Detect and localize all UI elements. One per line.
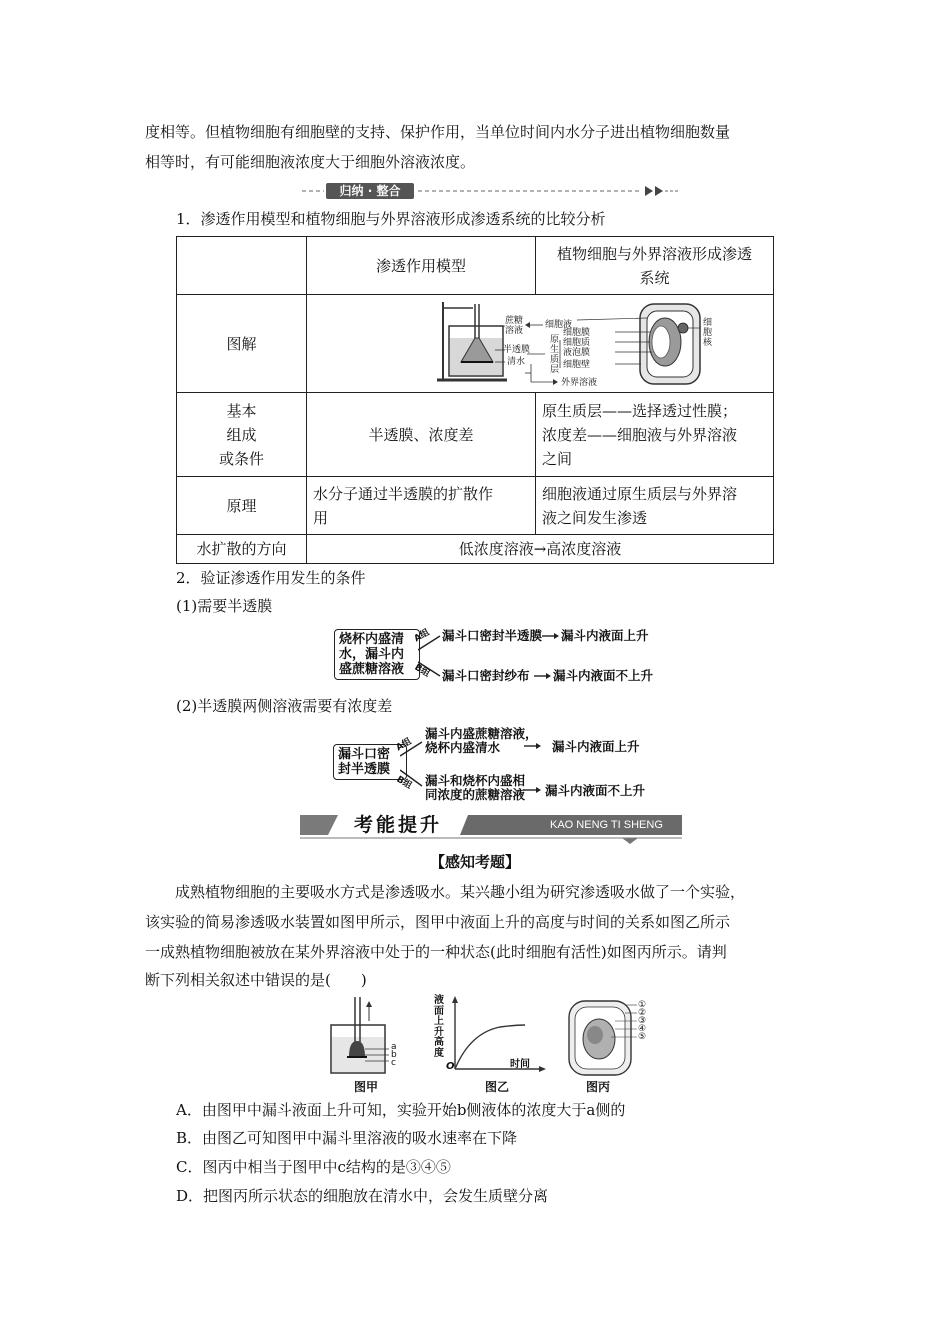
label-clear-water: 清水 — [507, 356, 526, 367]
basic-model: 半透膜、浓度差 — [307, 393, 536, 477]
banner-pinyin: KAO NENG TI SHENG — [550, 819, 663, 831]
item2-title: 2．验证渗透作用发生的条件 — [176, 569, 366, 587]
label-line: 细 — [703, 317, 713, 328]
flow1-b-step: 漏斗口密封纱布 — [442, 668, 530, 683]
label-nucleus — [703, 318, 713, 348]
flow2-b-result: 漏斗内液面不上升 — [545, 783, 646, 798]
label-line: 组成 — [226, 425, 257, 444]
label-cytoplasm: 细胞质 — [563, 337, 591, 348]
row-label-basic — [177, 393, 307, 477]
option-d: D．把图丙所示状态的细胞放在清水中，会发生质壁分离 — [176, 1187, 549, 1205]
banner-kaoneng — [300, 812, 682, 846]
principle-model — [307, 477, 536, 535]
fig-bing-n3: ③ — [638, 1016, 647, 1026]
fig-bing-n5: ⑤ — [638, 1032, 647, 1042]
label-line: 层 — [550, 364, 560, 375]
question-line-1: 成熟植物细胞的主要吸水方式是渗透吸水。某兴趣小组为研究渗透吸水做了一个实验， — [175, 883, 746, 901]
item1-title: 1．渗透作用模型和植物细胞与外界溶液形成渗透系统的比较分析 — [176, 210, 606, 228]
flow1-group-a: A组 — [412, 627, 432, 645]
option-b: B．由图乙可知图甲中漏斗里溶液的吸水速率在下降 — [176, 1129, 518, 1147]
cell-line: 原生质层——选择透过性膜； — [542, 401, 738, 420]
flow2-b-step — [425, 774, 525, 802]
cell-line: 之间 — [542, 449, 573, 468]
table-header-model: 渗透作用模型 — [307, 237, 536, 295]
flow1-group-b: B组 — [412, 662, 432, 680]
box-line: 水，漏斗内 — [339, 647, 405, 662]
fig-jia-label-c: c — [391, 1058, 396, 1068]
fig-bing-n2: ② — [638, 1008, 647, 1018]
row-label-direction: 水扩散的方向 — [177, 535, 307, 564]
table-row — [177, 535, 774, 564]
box-line: 烧杯内盛清 — [339, 632, 405, 647]
section-banner — [300, 180, 680, 202]
row-label-diagram: 图解 — [177, 295, 307, 393]
sub2-title: (2)半透膜两侧溶液需要有浓度差 — [176, 697, 393, 715]
fig-jia-label-a: a — [391, 1042, 397, 1052]
label-cell-sap: 细胞液 — [545, 319, 573, 330]
section-banner-label: 归纳 · 整合 — [339, 184, 401, 198]
label-line: 原 — [550, 334, 560, 345]
box-line: 封半透膜 — [338, 762, 391, 777]
fig-bing-n1: ① — [638, 1000, 647, 1010]
osmosis-diagram — [435, 298, 775, 390]
cell-line: 用 — [313, 508, 329, 527]
fig-jia-label-b: b — [391, 1050, 397, 1060]
table-row — [177, 477, 774, 535]
flow2-a-step — [425, 727, 538, 755]
header-line: 系统 — [639, 268, 670, 287]
comparison-table — [176, 236, 774, 564]
question-figures — [325, 993, 655, 1079]
table-cell-empty — [177, 237, 307, 295]
step-line: 烧杯内盛清水 — [425, 740, 501, 755]
label-line: 胞 — [703, 327, 713, 338]
label-line: 生 — [550, 344, 560, 355]
direction-value: 低浓度溶液→高浓度溶液 — [307, 535, 774, 564]
fig-yi-origin: O — [446, 1061, 455, 1072]
flow1-box — [334, 629, 420, 680]
flow2-group-a: A组 — [394, 736, 414, 754]
label-semi-membrane: 半透膜 — [503, 344, 531, 355]
cell-line: 浓度差——细胞液与外界溶液 — [542, 425, 738, 444]
flow1-b-result: 漏斗内液面不上升 — [553, 668, 654, 683]
cell-line: 液之间发生渗透 — [542, 508, 648, 527]
label-cell-membrane: 细胞膜 — [563, 327, 591, 338]
table-row — [177, 393, 774, 477]
fig-bing-n4: ④ — [638, 1024, 647, 1034]
step-line: 漏斗和烧杯内盛相 — [425, 773, 526, 788]
question-line-4: 断下列相关叙述中错误的是( ) — [145, 971, 367, 989]
cell-line: 水分子通过半透膜的扩散作 — [313, 484, 494, 503]
intro-line-1: 度相等。但植物细胞有细胞壁的支持、保护作用，当单位时间内水分子进出植物细胞数量 — [145, 123, 731, 141]
label-line: 核 — [703, 337, 713, 348]
sub1-title: (1)需要半透膜 — [176, 597, 273, 615]
label-protoplast — [550, 335, 560, 375]
label-outer-solution: 外界溶液 — [561, 377, 598, 388]
label-line: 或条件 — [218, 449, 264, 468]
box-line: 盛蔗糖溶液 — [339, 662, 405, 677]
option-a: A．由图甲中漏斗液面上升可知，实验开始b侧液体的浓度大于a侧的 — [176, 1101, 626, 1119]
box-line: 漏斗口密 — [338, 747, 391, 762]
fig-yi-yaxis: 液面上升高度 — [434, 995, 444, 1059]
question-heading: 【感知考题】 — [429, 853, 520, 871]
label-line: 质 — [550, 354, 560, 365]
label-line: 溶液 — [505, 325, 524, 336]
step-line: 漏斗内盛蔗糖溶液， — [425, 726, 538, 741]
cell-line: 细胞液通过原生质层与外界溶 — [542, 484, 738, 503]
header-line: 植物细胞与外界溶液形成渗透 — [556, 244, 752, 263]
label-sucrose — [505, 316, 525, 336]
flow1-a-result: 漏斗内液面上升 — [561, 628, 649, 643]
flow2-box — [333, 744, 407, 780]
table-row — [177, 295, 774, 393]
question-line-2: 该实验的简易渗透吸水装置如图甲所示，图甲中液面上升的高度与时间的关系如图乙所示 — [145, 913, 731, 931]
table-row — [177, 237, 774, 295]
flow1-a-step: 漏斗口密封半透膜 — [442, 628, 543, 643]
flow2-a-result: 漏斗内液面上升 — [552, 739, 640, 754]
label-cell-wall: 细胞壁 — [563, 359, 591, 370]
fig-yi-caption: 图乙 — [485, 1080, 510, 1094]
principle-plant — [536, 477, 774, 535]
label-line: 蔗糖 — [505, 315, 524, 326]
row-label-principle: 原理 — [177, 477, 307, 535]
diagram-cell — [307, 295, 774, 393]
option-c: C．图丙中相当于图甲中c结构的是③④⑤ — [176, 1158, 451, 1176]
fig-yi-xaxis: 时间 — [510, 1059, 530, 1070]
table-header-plant — [536, 237, 774, 295]
label-vacuole-membrane: 液泡膜 — [563, 347, 591, 358]
intro-line-2: 相等时，有可能细胞液浓度大于细胞外溶液浓度。 — [145, 153, 476, 171]
basic-plant — [536, 393, 774, 477]
step-line: 同浓度的蔗糖溶液 — [425, 787, 526, 802]
label-line: 基本 — [226, 401, 257, 420]
fig-bing-caption: 图丙 — [586, 1080, 611, 1094]
question-line-3: 一成熟植物细胞被放在某外界溶液中处于的一种状态(此时细胞有活性)如图丙所示。请判 — [145, 943, 727, 961]
fig-jia-caption: 图甲 — [354, 1080, 379, 1094]
banner-title: 考能提升 — [354, 814, 443, 836]
flow2-group-b: B组 — [394, 774, 414, 792]
